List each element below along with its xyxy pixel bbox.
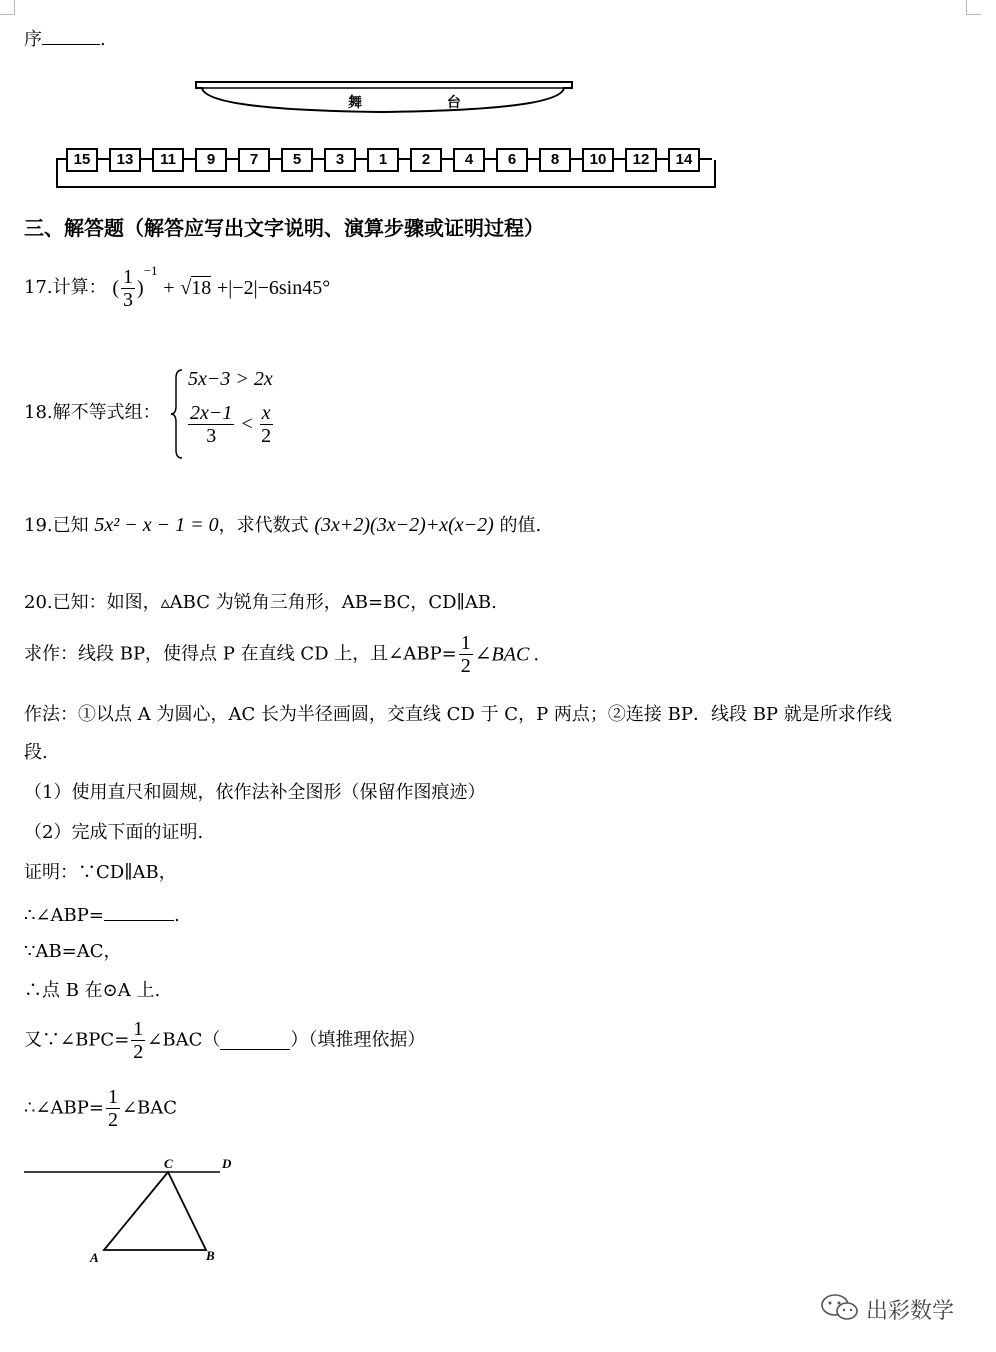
q17-power: −1 — [143, 263, 158, 278]
q18-brace — [170, 368, 184, 460]
label-b: B — [206, 1248, 215, 1263]
seat-3: 3 — [324, 148, 356, 172]
q20-method-line2: 段. — [24, 742, 48, 763]
page-corner-mark-left — [0, 0, 15, 15]
q20-construct: 求作：线段 BP，使得点 P 在直线 CD 上，且∠ABP= $\frac{1}{2}$ ∠BAC . — [24, 632, 540, 677]
q20-proof-5: 又∵∠BPC= $\frac{1}{2}$ ∠BAC（ ）（填推理依据） — [24, 1018, 426, 1063]
proof-blank-2[interactable] — [220, 1031, 290, 1050]
q20-part1: （1）使用直尺和圆规，依作法补全图形（保留作图痕迹） — [24, 782, 486, 803]
triangle-figure — [20, 1150, 250, 1270]
q20-proof-6: ∴∠ABP= $\frac{1}{2}$ ∠BAC — [24, 1086, 178, 1131]
seat-7: 7 — [238, 148, 270, 172]
triangle-abc — [104, 1172, 206, 1250]
q17-plus: + — [163, 277, 175, 299]
stage-label: 舞 台 — [348, 95, 501, 111]
q17-expr: +|−2|−6sin45° — [217, 277, 331, 299]
q19-equation: 5x² − x − 1 = 0 — [94, 514, 219, 536]
top-line-prefix: 序 — [24, 29, 42, 50]
q20-method-line1: 作法：①以点 A 为圆心，AC 长为半径画圆，交直线 CD 于 C，P 两点；②连接 BP．线段 BP 就是所求作线 — [24, 704, 892, 725]
proof-blank-1[interactable] — [104, 902, 174, 921]
section-title: 三、解答题（解答应写出文字说明、演算步骤或证明过程） — [24, 216, 544, 240]
seat-9: 9 — [195, 148, 227, 172]
seat-12: 12 — [625, 148, 657, 172]
q19-expression: (3x+2)(3x−2)+x(x−2) — [314, 514, 494, 536]
seat-13: 13 — [109, 148, 141, 172]
q20-part2: （2）完成下面的证明. — [24, 822, 204, 843]
seat-4: 4 — [453, 148, 485, 172]
label-d: D — [222, 1156, 232, 1171]
top-line-suffix: . — [100, 29, 106, 50]
answer-blank-16[interactable] — [42, 26, 100, 45]
q18-label: 18.解不等式组： — [24, 402, 161, 423]
seat-11: 11 — [152, 148, 184, 172]
seat-6: 6 — [496, 148, 528, 172]
q20-proof-3: ∵AB=AC， — [24, 941, 122, 962]
seat-1: 1 — [367, 148, 399, 172]
question-17: 17.计算： ( $\frac{1}{3}$ )$^{-1}$ + √18 +|−2|−6sin45° — [24, 263, 331, 311]
watermark-text: 出彩数学 — [866, 1299, 955, 1324]
q17-label: 17.计算： — [24, 277, 107, 298]
q17-fraction: $\frac{1}{3}$ — [123, 265, 134, 311]
top-line — [24, 26, 106, 51]
q17-sqrt: √18 — [180, 277, 212, 299]
q18-inequality-1: 5x−3 > 2x — [188, 368, 273, 390]
seat-8: 8 — [539, 148, 571, 172]
q20-proof-1: 证明：∵CD∥AB， — [24, 862, 177, 883]
q20-proof-4: ∴点 B 在⊙A 上. — [24, 980, 161, 1001]
seat-2: 2 — [410, 148, 442, 172]
page-corner-mark-right — [966, 0, 981, 15]
q18-inequality-2: $\frac{2x-1}{3}$ < $\frac{x}{2}$ — [190, 402, 272, 447]
label-c: C — [164, 1156, 173, 1171]
seat-5: 5 — [281, 148, 313, 172]
question-19: 19.已知 5x² − x − 1 = 0，求代数式 (3x+2)(3x−2)+x(x−2) 的值. — [24, 514, 542, 536]
wechat-icon — [820, 1292, 860, 1322]
seat-10: 10 — [582, 148, 614, 172]
seat-14: 14 — [668, 148, 700, 172]
seat-15: 15 — [66, 148, 98, 172]
q20-given: 20.已知：如图，▵ABC 为锐角三角形，AB=BC，CD∥AB. — [24, 592, 497, 613]
q20-proof-2: ∴∠ABP= . — [24, 902, 180, 927]
label-a: A — [90, 1250, 99, 1265]
